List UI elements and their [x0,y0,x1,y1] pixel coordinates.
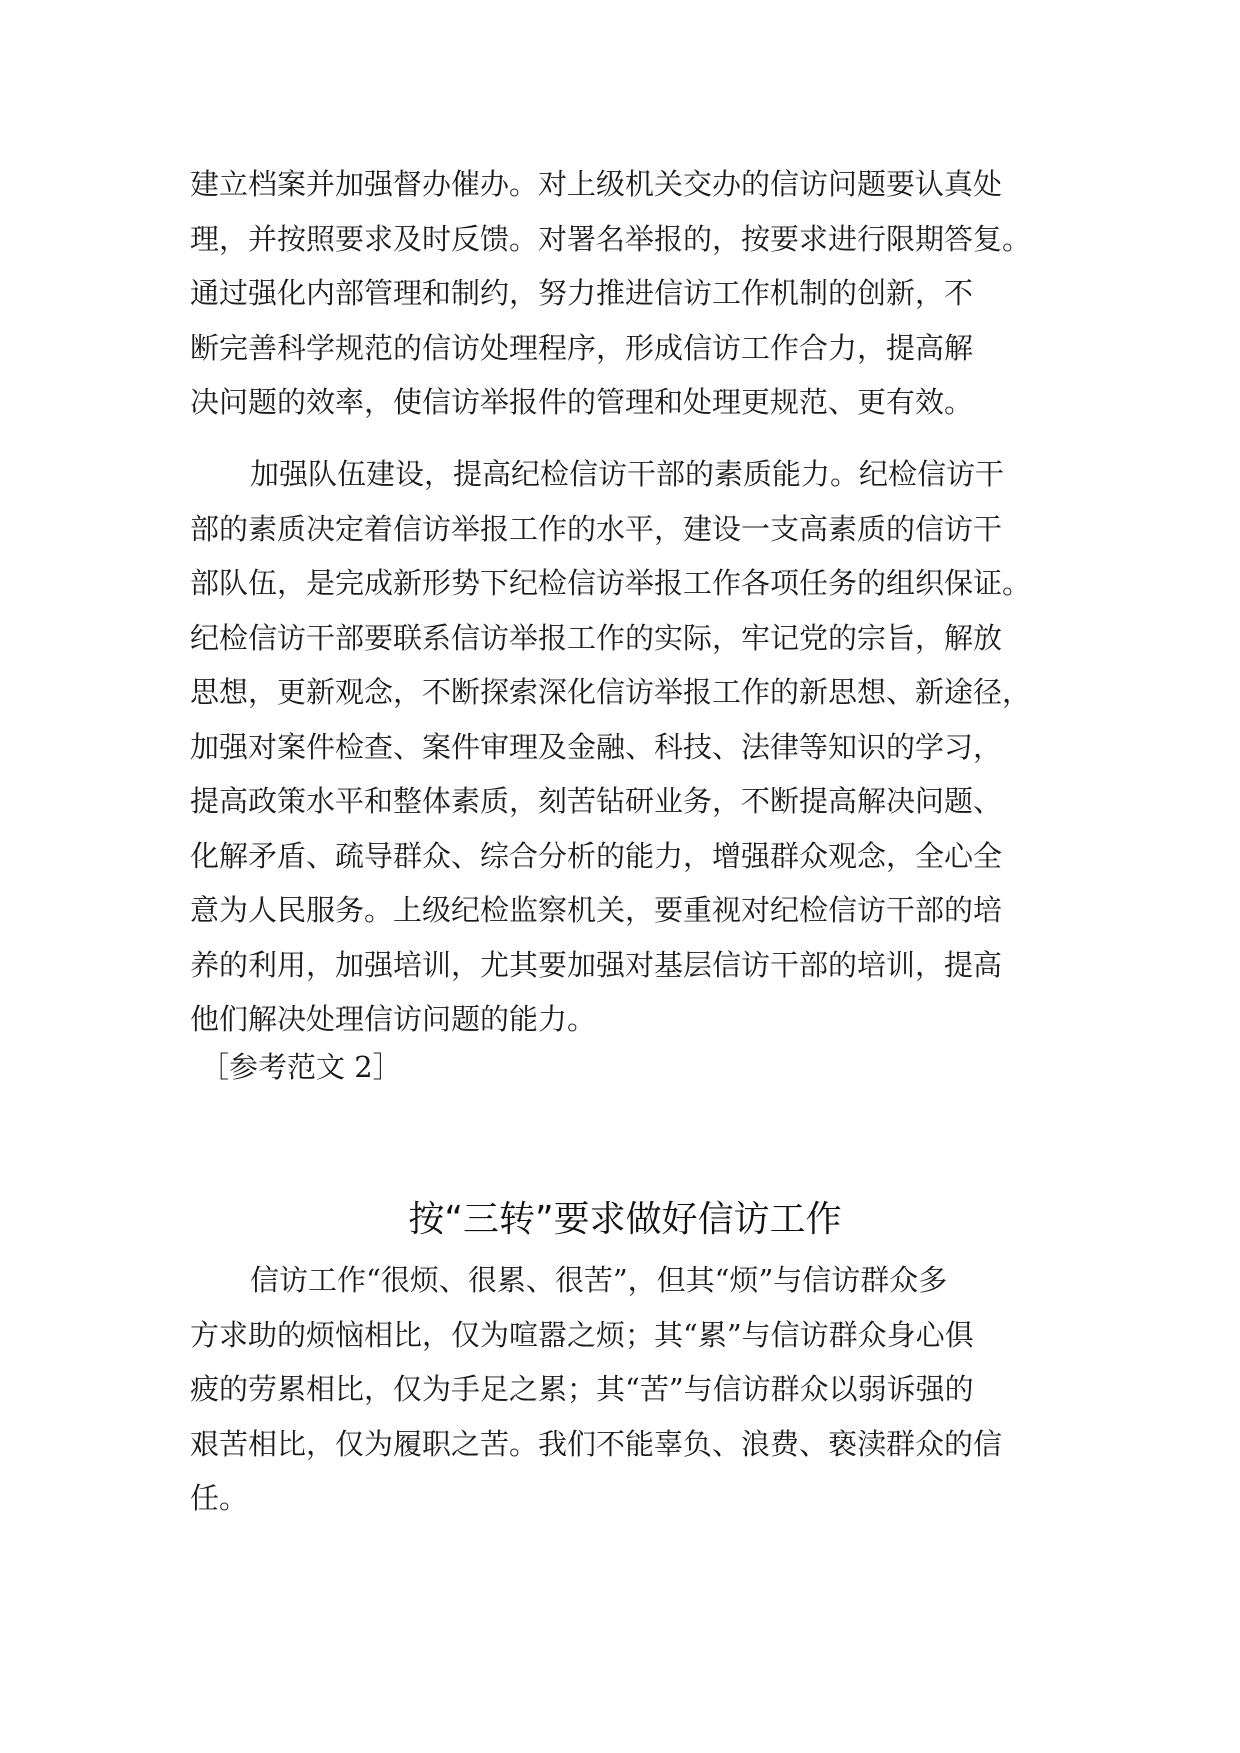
text-line: 意为人民服务。上级纪检监察机关，要重视对纪检信访干部的培 [190,893,1003,927]
text-line: 养的利用，加强培训，尤其要加强对基层信访干部的培训，提高 [190,947,1003,982]
text-line: 化解矛盾、疏导群众、综合分析的能力，增强群众观念，全心全 [190,838,1003,873]
text-line: 部队伍，是完成新形势下纪检信访举报工作各项任务的组织保证。 [190,566,1032,600]
text-line: 艰苦相比，仅为履职之苦。我们不能辜负、浪费、亵渎群众的信 [190,1426,1003,1461]
text-line: 加强对案件检查、案件审理及金融、科技、法律等知识的学习， [190,729,1003,764]
text-line: 方求助的烦恼相比，仅为喧嚣之烦；其“累”与信访群众身心俱 [190,1317,974,1352]
paragraph-team-building [190,447,1060,1047]
text-line: 建立档案并加强督办催办。对上级机关交办的信访问题要认真处 [190,167,1003,201]
text-line: 疲的劳累相比，仅为手足之累；其“苦”与信访群众以弱诉强的 [190,1372,974,1406]
article-title: 按“三转”要求做好信访工作 [408,1199,842,1240]
text-line: 提高政策水平和整体素质，刻苦钻研业务，不断提高解决问题、 [190,784,1003,818]
text-line: 信访工作“很烦、很累、很苦”，但其“烦”与信访群众多 [250,1263,948,1297]
text-line: 任。 [190,1481,249,1515]
text-line: 断完善科学规范的信访处理程序，形成信访工作合力，提高解 [190,330,974,365]
paragraph-archive-management [190,157,1060,430]
reference-label: ［参考范文 2］ [200,1050,402,1084]
text-line: 通过强化内部管理和制约，努力推进信访工作机制的创新，不 [190,276,974,310]
text-line: 他们解决处理信访问题的能力。 [190,1002,597,1036]
text-line: 理，并按照要求及时反馈。对署名举报的，按要求进行限期答复。 [190,221,1032,256]
text-line: 决问题的效率，使信访举报件的管理和处理更规范、更有效。 [190,385,974,419]
text-line: 思想，更新观念，不断探索深化信访举报工作的新思想、新途径， [190,675,1032,709]
text-line: 纪检信访干部要联系信访举报工作的实际，牢记党的宗旨，解放 [190,620,1003,655]
text-line: 部的素质决定着信访举报工作的水平，建设一支高素质的信访干 [190,511,1003,546]
text-line: 加强队伍建设，提高纪检信访干部的素质能力。纪检信访干 [250,457,1005,491]
paragraph-petition-work [190,1253,1060,1526]
